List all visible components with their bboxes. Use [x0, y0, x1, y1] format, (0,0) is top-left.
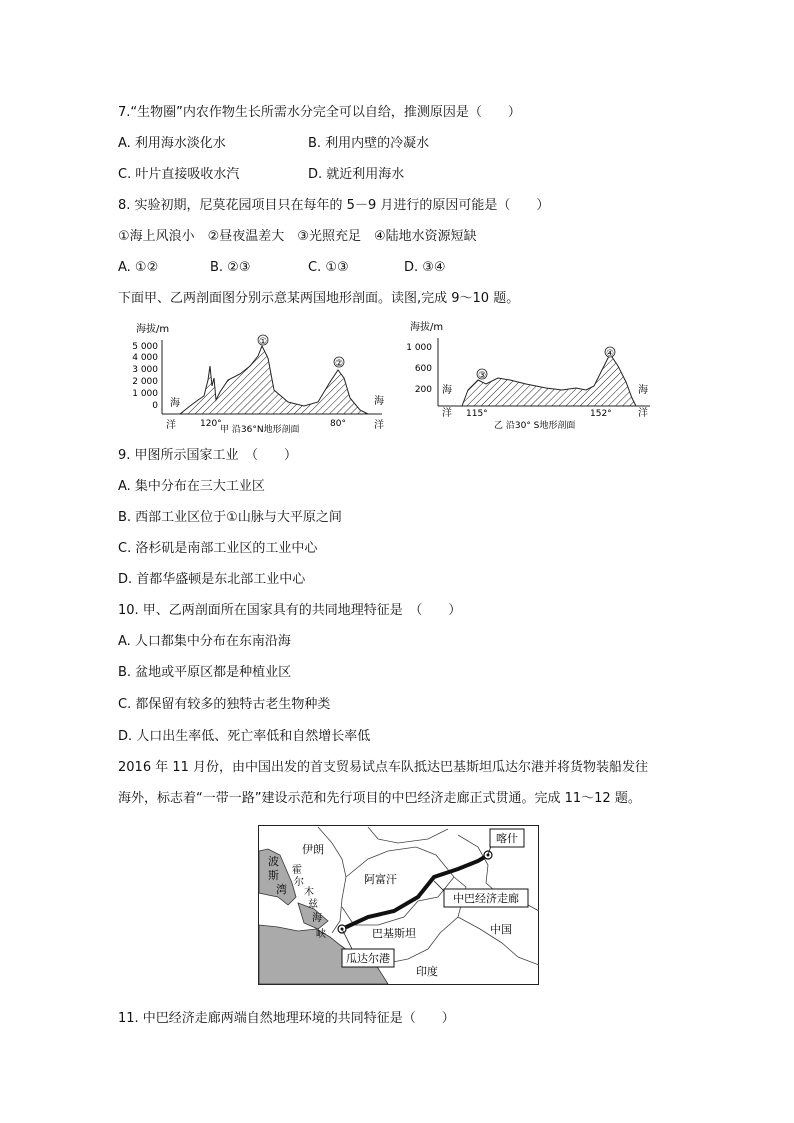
q9-stem: 9. 甲图所示国家工业 （ ） — [118, 448, 298, 463]
jia-ytick: 4 000 — [132, 353, 158, 363]
jia-title: 甲 沿36°N地形剖面 — [220, 425, 300, 435]
jia-terrain — [180, 346, 368, 414]
jia-edge-label: 洋 — [166, 420, 176, 431]
intro-9-10: 下面甲、乙两剖面图分别示意某两国地形剖面。读图,完成 9～10 题。 — [118, 291, 520, 306]
hormuz-label: 海 — [312, 913, 322, 924]
india-label: 印度 — [416, 965, 438, 978]
yi-edge-label: 海 — [442, 385, 452, 396]
q10-option-d: D. 人口出生率低、死亡率低和自然增长率低 — [118, 729, 371, 744]
intro-11-12-line2: 海外，标志着“一带一路”建设示范和先行项目的中巴经济走廊正式贯通。完成 11～12 题。 — [118, 791, 641, 806]
hormuz-label: 木 — [304, 887, 314, 898]
kashgar-label: 喀什 — [496, 832, 518, 845]
gwadar-label: 瓜达尔港 — [346, 952, 390, 965]
yi-edge-label: 海 — [638, 385, 648, 396]
q8-option-b: B. ②③ — [210, 260, 251, 275]
jia-ytick: 3 000 — [132, 365, 158, 375]
q10-option-c: C. 都保留有较多的独特古老生物种类 — [118, 697, 331, 712]
jia-ylabel: 海拔/m — [136, 324, 170, 335]
jia-edge-label: 海 — [170, 398, 180, 409]
q7-option-a: A. 利用海水淡化水 — [118, 136, 226, 151]
q7-option-d: D. 就近利用海水 — [308, 167, 405, 182]
q9-option-d: D. 首都华盛顿是东北部工业中心 — [118, 572, 306, 587]
yi-xtick: 115° — [466, 409, 488, 419]
china-label: 中国 — [490, 923, 512, 936]
profile-chart-jia — [128, 318, 390, 436]
jia-xtick: 120° — [200, 419, 222, 429]
corridor-map — [258, 825, 539, 985]
q9-option-c: C. 洛杉矶是南部工业区的工业中心 — [118, 541, 318, 556]
yi-marker-label: ③ — [477, 371, 487, 381]
persian-gulf-label: 湾 — [276, 883, 287, 896]
corridor-label: 中巴经济走廊 — [453, 892, 519, 905]
yi-ytick: 200 — [414, 385, 432, 395]
persian-gulf-label: 波 — [268, 855, 279, 868]
afghanistan-label: 阿富汗 — [364, 873, 397, 886]
jia-marker-label: ② — [334, 359, 344, 369]
q7-stem: 7.“生物圈”内农作物生长所需水分完全可以自给，推测原因是（ ） — [118, 105, 521, 120]
iran-label: 伊朗 — [302, 843, 324, 856]
jia-ytick: 0 — [152, 401, 158, 411]
yi-title: 乙 沿30° S地形剖面 — [494, 421, 576, 431]
yi-ytick: 600 — [414, 364, 432, 374]
yi-ytick: 1 000 — [406, 343, 432, 353]
hormuz-label: 霍 — [292, 865, 302, 876]
persian-gulf-label: 斯 — [268, 869, 279, 882]
yi-edge-label: 洋 — [442, 408, 452, 419]
yi-marker-label: ④ — [605, 349, 615, 359]
q7-option-c: C. 叶片直接吸收水汽 — [118, 167, 240, 182]
jia-ytick: 1 000 — [132, 389, 158, 399]
q8-stem: 8. 实验初期，尼莫花园项目只在每年的 5－9 月进行的原因可能是（ ） — [118, 198, 550, 213]
hormuz-label: 兹 — [308, 899, 318, 910]
q9-option-a: A. 集中分布在三大工业区 — [118, 479, 265, 494]
jia-edge-label: 海 — [374, 396, 384, 407]
jia-xtick: 80° — [330, 419, 346, 429]
q10-option-b: B. 盆地或平原区都是种植业区 — [118, 665, 292, 680]
intro-11-12-line1: 2016 年 11 月份，由中国出发的首支贸易试点车队抵达巴基斯坦瓜达尔港并将货物装船发往 — [118, 760, 649, 775]
profile-chart-yi — [406, 318, 662, 436]
yi-edge-label: 洋 — [638, 408, 648, 419]
q8-option-c: C. ①③ — [308, 260, 349, 275]
yi-terrain — [462, 354, 636, 406]
q9-option-b: B. 西部工业区位于①山脉与大平原之间 — [118, 510, 342, 525]
jia-edge-label: 洋 — [374, 420, 384, 431]
q10-option-a: A. 人口都集中分布在东南沿海 — [118, 634, 291, 649]
jia-ytick: 2 000 — [132, 377, 158, 387]
q8-reasons: ①海上风浪小 ②昼夜温差大 ③光照充足 ④陆地水资源短缺 — [118, 229, 477, 244]
hormuz-label: 尔 — [294, 877, 304, 888]
q10-stem: 10. 甲、乙两剖面所在国家具有的共同地理特征是 （ ） — [118, 603, 462, 618]
hormuz-label: 峡 — [316, 929, 326, 940]
q7-option-b: B. 利用内壁的冷凝水 — [308, 136, 430, 151]
jia-ytick: 5 000 — [132, 342, 158, 352]
jia-marker-label: ① — [258, 337, 268, 347]
yi-ylabel: 海拔/m — [410, 322, 444, 333]
pakistan-label: 巴基斯坦 — [372, 927, 416, 940]
q8-option-a: A. ①② — [118, 260, 159, 275]
yi-xtick: 152° — [590, 409, 612, 419]
q11-stem: 11. 中巴经济走廊两端自然地理环境的共同特征是（ ） — [118, 1011, 455, 1026]
q8-option-d: D. ③④ — [404, 260, 446, 275]
